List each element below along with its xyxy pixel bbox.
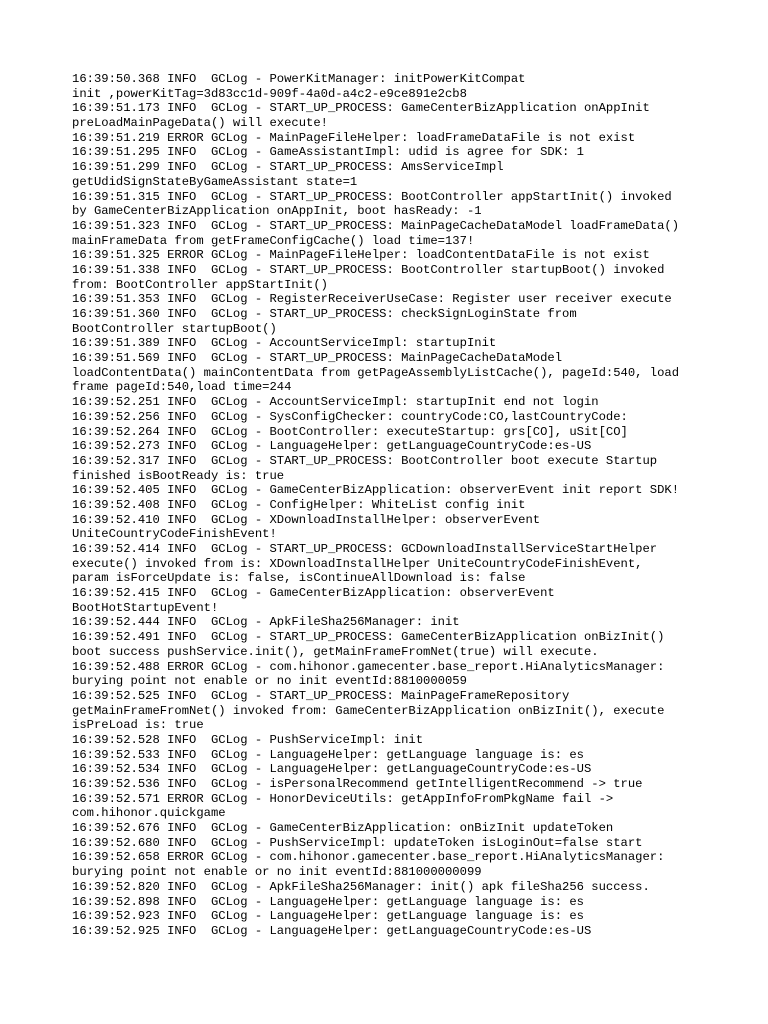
log-line: 16:39:52.571 ERROR GCLog - HonorDeviceUtils: getAppInfoFromPkgName fail ->: [72, 791, 614, 806]
log-line: 16:39:52.444 INFO GCLog - ApkFileSha256Manager: init: [72, 615, 460, 630]
log-line: param isForceUpdate is: false, isContinueAllDownload is: false: [72, 571, 526, 586]
log-line: from: BootController appStartInit(): [72, 277, 328, 292]
log-line: 16:39:52.820 INFO GCLog - ApkFileSha256Manager: init() apk fileSha256 success.: [72, 879, 650, 894]
log-line: 16:39:52.264 INFO GCLog - BootController: executeStartup: grs[CO], uSit[CO]: [72, 424, 628, 439]
log-line: 16:39:52.528 INFO GCLog - PushServiceImpl: init: [72, 732, 424, 747]
log-line: com.hihonor.quickgame: [72, 806, 226, 821]
log-line: isPreLoad is: true: [72, 718, 204, 733]
log-line: 16:39:52.256 INFO GCLog - SysConfigChecker: countryCode:CO,lastCountryCode:: [72, 409, 628, 424]
log-line: 16:39:52.923 INFO GCLog - LanguageHelper: getLanguage language is: es: [72, 909, 584, 924]
log-line: 16:39:52.525 INFO GCLog - START_UP_PROCESS: MainPageFrameRepository: [72, 688, 570, 703]
log-line: boot success pushService.init(), getMainFrameFromNet(true) will execute.: [72, 644, 599, 659]
log-line: 16:39:52.536 INFO GCLog - isPersonalRecommend getIntelligentRecommend -> true: [72, 777, 643, 791]
log-line: 16:39:52.925 INFO GCLog - LanguageHelper: getLanguageCountryCode:es-US: [72, 923, 592, 938]
log-line: loadContentData() mainContentData from getPageAssemblyListCache(), pageId:540, load: [72, 365, 680, 380]
log-line: frame pageId:540,load time=244: [72, 380, 292, 395]
log-line: 16:39:52.405 INFO GCLog - GameCenterBizApplication: observerEvent init report SDK!: [72, 483, 680, 498]
log-line: 16:39:52.658 ERROR GCLog - com.hihonor.gamecenter.base_report.HiAnalyticsManager:: [72, 850, 665, 865]
log-line: 16:39:51.325 ERROR GCLog - MainPageFileHelper: loadContentDataFile is not exist: [72, 248, 650, 263]
log-line: burying point not enable or no init eventId:8810000059: [72, 674, 467, 689]
log-text-block: [72, 72, 712, 939]
log-line: init ,powerKitTag=3d83cc1d-909f-4a0d-a4c2-e9ce891e2cb8: [72, 86, 467, 101]
log-line: 16:39:52.534 INFO GCLog - LanguageHelper: getLanguageCountryCode:es-US: [72, 762, 592, 777]
log-line: 16:39:51.173 INFO GCLog - START_UP_PROCESS: GameCenterBizApplication onAppInit: [72, 101, 650, 116]
log-line: 16:39:52.410 INFO GCLog - XDownloadInstallHelper: observerEvent: [72, 512, 541, 527]
log-line: UniteCountryCodeFinishEvent!: [72, 527, 277, 542]
log-line: 16:39:52.414 INFO GCLog - START_UP_PROCESS: GCDownloadInstallServiceStartHelper: [72, 542, 658, 556]
log-line: by GameCenterBizApplication onAppInit, boot hasReady: -1: [72, 204, 482, 219]
log-line: 16:39:52.680 INFO GCLog - PushServiceImpl: updateToken isLoginOut=false start: [72, 835, 643, 850]
log-line: 16:39:51.295 INFO GCLog - GameAssistantImpl: udid is agree for SDK: 1: [72, 145, 584, 160]
log-line: preLoadMainPageData() will execute!: [72, 116, 328, 131]
log-line: 16:39:52.251 INFO GCLog - AccountServiceImpl: startupInit end not login: [72, 395, 599, 410]
log-line: 16:39:52.488 ERROR GCLog - com.hihonor.gamecenter.base_report.HiAnalyticsManager:: [72, 659, 665, 674]
log-line: 16:39:52.273 INFO GCLog - LanguageHelper: getLanguageCountryCode:es-US: [72, 439, 592, 454]
log-line: 16:39:51.353 INFO GCLog - RegisterReceiverUseCase: Register user receiver execute: [72, 292, 672, 307]
log-line: getUdidSignStateByGameAssistant state=1: [72, 174, 358, 189]
log-line: 16:39:52.408 INFO GCLog - ConfigHelper: WhiteList config init: [72, 497, 526, 512]
log-line: BootController startupBoot(): [72, 321, 277, 336]
log-line: execute() invoked from is: XDownloadInstallHelper UniteCountryCodeFinishEvent,: [72, 556, 643, 571]
log-line: 16:39:51.299 INFO GCLog - START_UP_PROCESS: AmsServiceImpl: [72, 160, 504, 175]
log-line: 16:39:51.338 INFO GCLog - START_UP_PROCESS: BootController startupBoot() invoked: [72, 262, 665, 277]
log-line: 16:39:51.315 INFO GCLog - START_UP_PROCESS: BootController appStartInit() invoked: [72, 189, 672, 204]
log-line: burying point not enable or no init eventId:881000000099: [72, 865, 482, 880]
log-line: 16:39:51.389 INFO GCLog - AccountServiceImpl: startupInit: [72, 336, 497, 351]
log-line: 16:39:52.415 INFO GCLog - GameCenterBizApplication: observerEvent: [72, 586, 555, 601]
log-line: getMainFrameFromNet() invoked from: GameCenterBizApplication onBizInit(), execute: [72, 703, 665, 718]
log-line: 16:39:52.898 INFO GCLog - LanguageHelper: getLanguage language is: es: [72, 894, 584, 909]
log-line: 16:39:51.219 ERROR GCLog - MainPageFileHelper: loadFrameDataFile is not exist: [72, 130, 636, 145]
log-line: 16:39:52.533 INFO GCLog - LanguageHelper: getLanguage language is: es: [72, 747, 584, 762]
log-line: finished isBootReady is: true: [72, 468, 285, 483]
log-line: 16:39:52.491 INFO GCLog - START_UP_PROCESS: GameCenterBizApplication onBizInit(): [72, 630, 665, 645]
log-line: BootHotStartupEvent!: [72, 600, 219, 615]
log-line: 16:39:52.676 INFO GCLog - GameCenterBizApplication: onBizInit updateToken: [72, 821, 614, 836]
log-line: 16:39:50.368 INFO GCLog - PowerKitManager: initPowerKitCompat: [72, 72, 526, 86]
log-line: 16:39:51.323 INFO GCLog - START_UP_PROCESS: MainPageCacheDataModel loadFrameData(): [72, 218, 680, 233]
log-line: 16:39:51.360 INFO GCLog - START_UP_PROCESS: checkSignLoginState from: [72, 307, 577, 321]
log-line: 16:39:52.317 INFO GCLog - START_UP_PROCESS: BootController boot execute Startup: [72, 453, 658, 468]
log-line: mainFrameData from getFrameConfigCache() load time=137!: [72, 233, 475, 248]
log-line: 16:39:51.569 INFO GCLog - START_UP_PROCESS: MainPageCacheDataModel: [72, 351, 563, 366]
